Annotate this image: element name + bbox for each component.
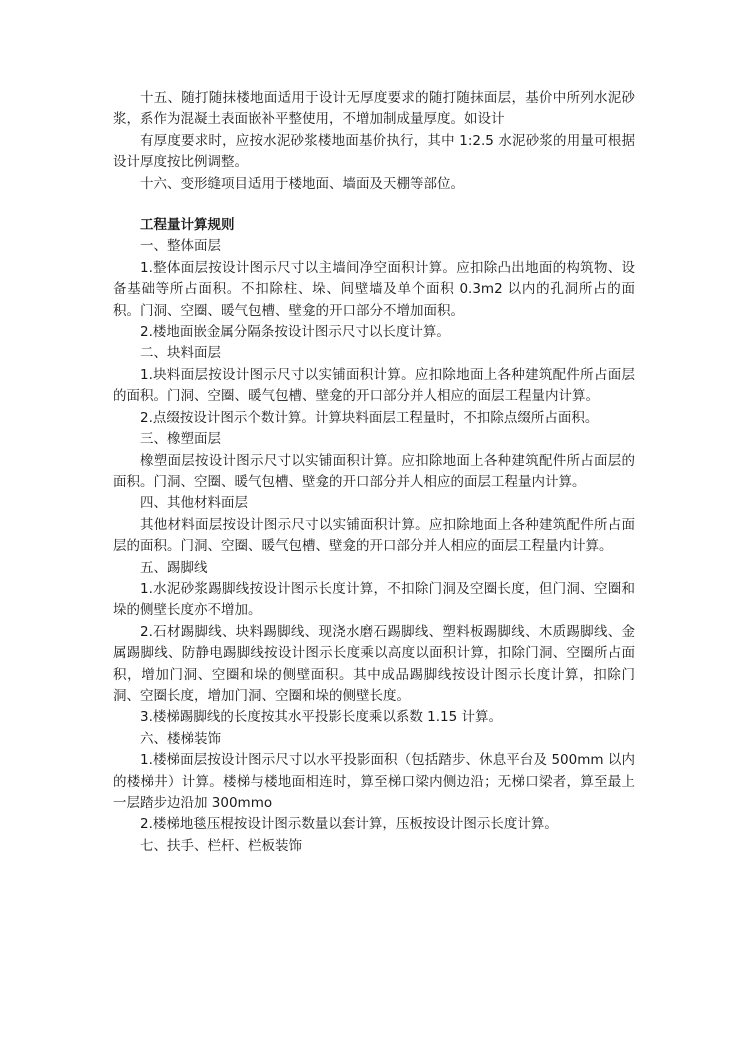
paragraph: 橡塑面层按设计图示尺寸以实铺面积计算。应扣除地面上各种建筑配件所占面层的面积。门洞、空圈、暖气包槽、壁龛的开口部分并人相应的面层工程量内计算。: [113, 452, 635, 490]
section-title-1: 一、整体面层: [140, 238, 221, 255]
paragraph: 1.楼梯面层按设计图示尺寸以水平投影面积（包括踏步、休息平台及 500mm 以内的楼梯井）计算。楼梯与楼地面相连时，算至梯口梁内侧边沿；无梯口梁者，算至最上一层踏步边沿加 300mmo: [113, 752, 635, 811]
section-title-6: 六、楼梯装饰: [140, 730, 221, 747]
paragraph-item-15: 十五、随打随抹楼地面适用于设计无厚度要求的随打随抹面层，基价中所列水泥砂浆，系作为混凝土表面嵌补平整使用，不增加制成量厚度。如设计: [113, 90, 635, 128]
section-title-4: 四、其他材料面层: [140, 495, 248, 512]
section-title-5: 五、踢脚线: [140, 559, 208, 576]
section-heading: 工程量计算规则: [140, 217, 235, 234]
paragraph: 其他材料面层按设计图示尺寸以实铺面积计算。应扣除地面上各种建筑配件所占面层的面积。门洞、空圈、暖气包槽、壁龛的开口部分并人相应的面层工程量内计算。: [113, 516, 635, 555]
paragraph: 2.楼地面嵌金属分隔条按设计图示尺寸以长度计算。: [140, 324, 450, 341]
paragraph: 2.点缀按设计图示个数计算。计算块料面层工程量时，不扣除点缀所占面积。: [140, 409, 599, 426]
paragraph: 1.整体面层按设计图示尺寸以主墙间净空面积计算。应扣除凸出地面的构筑物、设备基础等所占面积。不扣除柱、垛、间壁墙及单个面积 0.3m2 以内的孔洞所占的面积。门洞、空圈、暖气包槽、壁龛的开口部分不增加面积。: [113, 259, 635, 319]
section-title-2: 二、块料面层: [140, 345, 221, 362]
section-title-3: 三、橡塑面层: [140, 431, 221, 448]
paragraph-item-16: 十六、变形缝项目适用于楼地面、墙面及天棚等部位。: [140, 175, 464, 192]
paragraph-item-15-continued: 有厚度要求时，应按水泥砂浆楼地面基价执行，其中 1:2.5 水泥砂浆的用量可根据设计厚度按比例调整。: [113, 132, 635, 171]
paragraph: 3.楼梯踢脚线的长度按其水平投影长度乘以系数 1.15 计算。: [140, 709, 503, 726]
paragraph: 1.块料面层按设计图示尺寸以实铺面积计算。应扣除地面上各种建筑配件所占面层的面积。门洞、空圈、暖气包槽、壁龛的开口部分并人相应的面层工程量内计算。: [113, 366, 635, 405]
document-body: [113, 88, 635, 857]
paragraph: 2.石材踢脚线、块料踢脚线、现浇水磨石踢脚线、塑料板踢脚线、木质踢脚线、金属踢脚线、防静电踢脚线按设计图示长度乘以高度以面积计算，扣除门洞、空圈所占面积，增加门洞、空圈和垛的侧壁面积。其中成品踢脚线按设计图示长度计算，扣除门洞、空圈长度，增加门洞、空圈和垛的侧壁长度。: [113, 623, 635, 704]
paragraph: 1.水泥砂浆踢脚线按设计图示长度计算，不扣除门洞及空圈长度，但门洞、空圈和垛的侧壁长度亦不增加。: [113, 580, 635, 619]
section-title-7: 七、扶手、栏杆、栏板装饰: [140, 837, 302, 854]
paragraph: 2.楼梯地毯压棍按设计图示数量以套计算，压板按设计图示长度计算。: [140, 816, 558, 833]
